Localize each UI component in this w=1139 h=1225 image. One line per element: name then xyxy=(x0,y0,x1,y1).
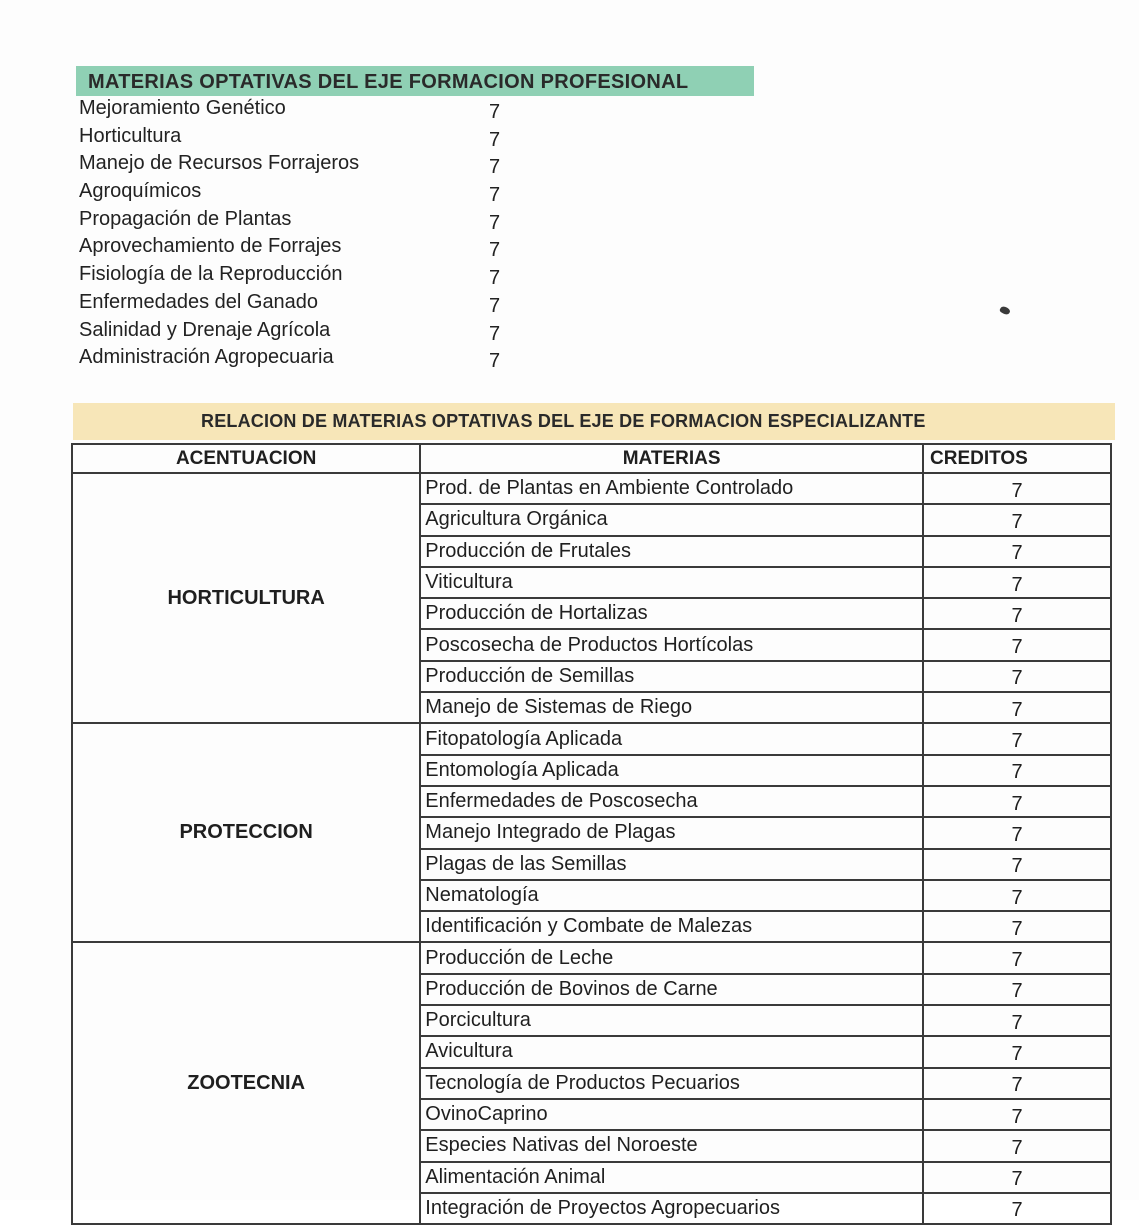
materia-cell: Manejo de Sistemas de Riego xyxy=(420,692,923,723)
materia-cell: Fitopatología Aplicada xyxy=(420,723,923,754)
credito-cell: 7 xyxy=(923,1130,1111,1161)
materia-cell: Tecnología de Productos Pecuarios xyxy=(420,1068,923,1099)
table-row xyxy=(72,942,1111,973)
materia-cell: Producción de Hortalizas xyxy=(420,598,923,629)
materia-cell: Nematología xyxy=(420,880,923,911)
materia-cell: Manejo Integrado de Plagas xyxy=(420,817,923,848)
credito-cell: 7 xyxy=(923,1036,1111,1067)
especializante-table xyxy=(71,443,1112,1225)
acentuacion-cell: ZOOTECNIA xyxy=(72,942,420,1224)
table-row xyxy=(72,723,1111,754)
credito-cell: 7 xyxy=(923,1099,1111,1130)
credito-cell: 7 xyxy=(923,1193,1111,1224)
materia-cell: Producción de Semillas xyxy=(420,661,923,692)
header-materias: MATERIAS xyxy=(420,444,923,473)
materia-name: Mejoramiento Genético xyxy=(79,97,286,119)
credito-cell: 7 xyxy=(923,473,1111,504)
section-title-formacion-especializante: RELACION DE MATERIAS OPTATIVAS DEL EJE DE FORMACION ESPECIALIZANTE xyxy=(73,403,1115,440)
credito-cell: 7 xyxy=(923,942,1111,973)
credito-cell: 7 xyxy=(923,504,1111,535)
acentuacion-cell: HORTICULTURA xyxy=(72,473,420,723)
materia-cell: Plagas de las Semillas xyxy=(420,849,923,880)
section-title-formacion-profesional: MATERIAS OPTATIVAS DEL EJE FORMACION PROFESIONAL xyxy=(76,66,754,96)
materia-cell: Identificación y Combate de Malezas xyxy=(420,911,923,942)
credito-cell: 7 xyxy=(923,567,1111,598)
header-creditos: CREDITOS xyxy=(923,444,1111,473)
table-row xyxy=(72,473,1111,504)
credito-cell: 7 xyxy=(923,536,1111,567)
credito-cell: 7 xyxy=(923,786,1111,817)
credito-cell: 7 xyxy=(923,849,1111,880)
materia-credits: 7 xyxy=(489,211,501,234)
list-item xyxy=(79,233,599,261)
materia-cell: Integración de Proyectos Agropecuarios xyxy=(420,1193,923,1224)
credito-cell: 7 xyxy=(923,1005,1111,1036)
materia-cell: Porcicultura xyxy=(420,1005,923,1036)
materia-name: Aprovechamiento de Forrajes xyxy=(79,235,342,258)
credito-cell: 7 xyxy=(923,598,1111,629)
materia-cell: Avicultura xyxy=(420,1036,923,1067)
optativas-profesional-list xyxy=(79,95,599,372)
materia-name: Enfermedades del Ganado xyxy=(79,290,319,313)
materia-credits: 7 xyxy=(489,267,501,290)
list-item xyxy=(79,95,599,123)
materia-cell: Poscosecha de Productos Hortícolas xyxy=(420,629,923,660)
materia-credits: 7 xyxy=(489,350,501,373)
materia-cell: Alimentación Animal xyxy=(420,1162,923,1193)
credito-cell: 7 xyxy=(923,755,1111,786)
list-item xyxy=(79,289,599,317)
materia-cell: Producción de Leche xyxy=(420,942,923,973)
header-acentuacion: ACENTUACION xyxy=(72,444,420,473)
credito-cell: 7 xyxy=(923,880,1111,911)
credito-cell: 7 xyxy=(923,1162,1111,1193)
materia-cell: OvinoCaprino xyxy=(420,1099,923,1130)
list-item xyxy=(79,206,599,234)
scan-speck xyxy=(999,305,1011,316)
materia-name: Administración Agropecuaria xyxy=(79,346,334,369)
credito-cell: 7 xyxy=(923,817,1111,848)
acentuacion-cell: PROTECCION xyxy=(72,723,420,942)
materia-name: Salinidad y Drenaje Agrícola xyxy=(79,318,331,341)
materia-credits: 7 xyxy=(489,322,501,345)
credito-cell: 7 xyxy=(923,974,1111,1005)
credito-cell: 7 xyxy=(923,661,1111,692)
materia-cell: Producción de Bovinos de Carne xyxy=(420,974,923,1005)
list-item xyxy=(79,150,599,178)
list-item xyxy=(79,123,599,151)
materia-name: Propagación de Plantas xyxy=(79,207,292,230)
credito-cell: 7 xyxy=(923,1068,1111,1099)
materia-credits: 7 xyxy=(489,239,501,262)
materia-name: Horticultura xyxy=(79,124,182,147)
materia-credits: 7 xyxy=(489,184,501,207)
list-item xyxy=(79,178,599,206)
materia-cell: Enfermedades de Poscosecha xyxy=(420,786,923,817)
list-item xyxy=(79,261,599,289)
materia-name: Agroquímicos xyxy=(79,180,202,203)
materia-name: Fisiología de la Reproducción xyxy=(79,263,343,286)
materia-cell: Prod. de Plantas en Ambiente Controlado xyxy=(420,473,923,504)
materia-credits: 7 xyxy=(489,128,501,151)
credito-cell: 7 xyxy=(923,629,1111,660)
materia-cell: Agricultura Orgánica xyxy=(420,504,923,535)
materia-credits: 7 xyxy=(489,294,501,317)
materia-cell: Entomología Aplicada xyxy=(420,755,923,786)
credito-cell: 7 xyxy=(923,692,1111,723)
materia-credits: 7 xyxy=(489,101,501,123)
list-item xyxy=(79,344,599,372)
materia-cell: Especies Nativas del Noroeste xyxy=(420,1130,923,1161)
materia-credits: 7 xyxy=(489,156,501,179)
materia-cell: Producción de Frutales xyxy=(420,536,923,567)
materia-name: Manejo de Recursos Forrajeros xyxy=(79,152,360,175)
table-header-row xyxy=(72,444,1111,473)
materia-cell: Viticultura xyxy=(420,567,923,598)
credito-cell: 7 xyxy=(923,911,1111,942)
credito-cell: 7 xyxy=(923,723,1111,754)
list-item xyxy=(79,317,599,345)
